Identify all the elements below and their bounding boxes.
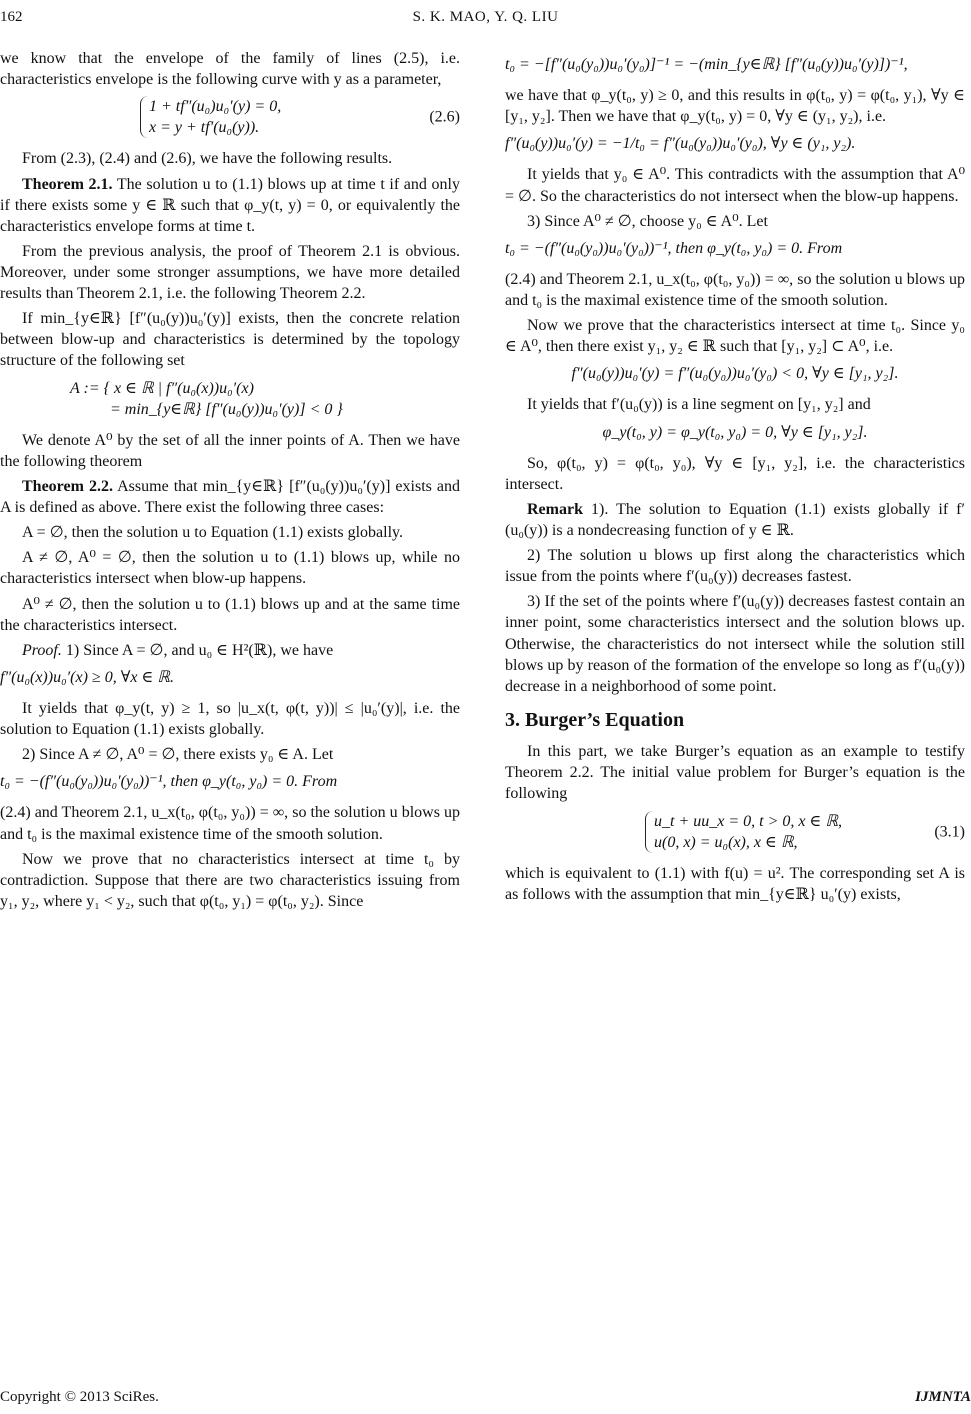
paragraph: (2.4) and Theorem 2.1, u_x(t₀, φ(t₀, y₀)) = ∞, so the solution u blows up and t₀ is the maximal existence time of the smooth solution. — [505, 270, 965, 309]
remark-text: 1). The solution to Equation (1.1) exists globally if f′(u₀(y)) is a nondecreasing function of y ∈ ℝ. — [505, 500, 966, 539]
equation-line: u_t + uu_x = 0, t > 0, x ∈ ℝ, — [654, 812, 842, 830]
page-footer — [0, 1388, 971, 1410]
equation-line: f″(u₀(y))u₀′(y) = −1/t₀ = f″(u₀(y₀))u₀′(y₀), ∀y ∈ (y₁, y₂). — [505, 135, 856, 153]
running-authors: S. K. MAO, Y. Q. LIU — [412, 9, 559, 25]
proof-text: 1) Since A = ∅, and u₀ ∈ H²(ℝ), we have — [65, 641, 334, 659]
remark-3: 3) If the set of the points where f′(u₀(y)) decreases fastest contain an inner point, some characteristics intersect and the solution blows up. Otherwise, the characteristics do not intersect while the solution still blows up by reason of the formation of the envelope so long as f′(u₀(y)) decrease in a neighborhood of some point. — [505, 593, 965, 695]
right-column — [505, 48, 965, 909]
proof-label: Proof. — [22, 641, 62, 659]
paragraph: From the previous analysis, the proof of Theorem 2.1 is obvious. Moreover, under some stronger assumptions, we have more detailed results than Theorem 2.1, i.e. the following Theorem 2.2. — [0, 242, 460, 303]
equation-line: t₀ = −(f″(u₀(y₀))u₀′(y₀))⁻¹, then φ_y(t₀, y₀) = 0. From — [505, 239, 843, 257]
paragraph: It yields that φ_y(t, y) ≥ 1, so |u_x(t, φ(t, y))| ≤ |u₀′(y)|, i.e. the solution to Equation (1.1) exists globally. — [0, 699, 461, 739]
equation-line: t₀ = −(f″(u₀(y₀))u₀′(y₀))⁻¹, then φ_y(t₀, y₀) = 0. From — [0, 773, 338, 791]
equation-2-6 — [0, 96, 460, 138]
theorem-title: Theorem 2.2. — [22, 477, 113, 495]
equation — [0, 771, 460, 792]
paragraph: we have that φ_y(t₀, y) ≥ 0, and this results in φ(t₀, y) = φ(t₀, y₁), ∀y ∈ [y₁, y₂]. Then we have that φ_y(t₀, y) = 0, ∀y ∈ (y₁, y₂), i.e. — [505, 87, 965, 126]
equation — [505, 54, 965, 75]
equation — [505, 363, 965, 384]
equation-line: 1 + tf″(u₀)u₀′(y) = 0, — [149, 98, 282, 116]
equation-3-1 — [505, 811, 965, 853]
paragraph: which is equivalent to (1.1) with f(u) = u². The corresponding set A is as follows with the assumption that min_{y∈ℝ} u₀′(y) exists, — [505, 864, 965, 903]
equation-line: f″(u₀(x))u₀′(x) ≥ 0, ∀x ∈ ℝ. — [0, 668, 174, 686]
page-header — [0, 8, 971, 34]
left-column — [0, 48, 460, 916]
paragraph: From (2.3), (2.4) and (2.6), we have the following results. — [22, 150, 393, 168]
equation — [505, 133, 965, 154]
paragraph: we know that the envelope of the family of lines (2.5), i.e. characteristics envelope is the following curve with y as a parameter, — [0, 50, 460, 89]
equation-line: t₀ = −[f″(u₀(y₀))u₀′(y₀)]⁻¹ = −(min_{y∈ℝ} [f″(u₀(y))u₀′(y)])⁻¹, — [505, 56, 908, 73]
copyright: Copyright © 2013 SciRes. — [0, 1389, 159, 1405]
page-number: 162 — [0, 9, 23, 25]
equation-line: = min_{y∈ℝ} [f″(u₀(y))u₀′(y)] < 0 } — [110, 400, 343, 418]
equation — [505, 422, 965, 443]
section-title: 3. Burger’s Equation — [505, 708, 685, 731]
paragraph: 3) Since A⁰ ≠ ∅, choose y₀ ∈ A⁰. Let — [527, 212, 768, 230]
case-2: A ≠ ∅, A⁰ = ∅, then the solution u to (1.1) blows up, while no characteristics intersect when blow-up happens. — [0, 549, 460, 588]
equation-brace — [645, 811, 842, 853]
paragraph: We denote A⁰ by the set of all the inner points of A. Then we have the following theorem — [0, 431, 460, 470]
equation-number: (2.6) — [429, 108, 460, 126]
theorem-2-1 — [0, 174, 460, 237]
equation — [505, 238, 965, 259]
equation-line: A := { x ∈ ℝ | f″(u₀(x))u₀′(x) — [70, 379, 254, 397]
paragraph: If min_{y∈ℝ} [f″(u₀(y))u₀′(y)] exists, then the concrete relation between blow-up and characteristics is determined by the topology structure of the following set — [0, 310, 460, 370]
proof-part-2: 2) Since A ≠ ∅, A⁰ = ∅, there exists y₀ ∈ A. Let — [22, 746, 334, 764]
paragraph: Now we prove that no characteristics intersect at time t₀ by contradiction. Suppose that there are two characteristics issuing from y₁, y₂, where y₁ < y₂, such that φ(t₀, y₁) = φ(t₀, y₂). Since — [0, 850, 460, 910]
remark-title: Remark — [527, 500, 583, 518]
theorem-text: The solution u to (1.1) blows up at time t if and only if there exists some y ∈ ℝ such that φ_y(t, y) = 0, or equivalently the characteristics envelope forms at time t. — [0, 175, 460, 235]
set-a-definition — [0, 378, 460, 420]
equation-line: u(0, x) = u₀(x), x ∈ ℝ, — [654, 833, 798, 851]
paragraph: In this part, we take Burger’s equation as an example to testify Theorem 2.2. The initial value problem for Burger’s equation is the following — [505, 743, 965, 803]
equation — [0, 667, 460, 688]
equation-line: φ_y(t₀, y) = φ_y(t₀, y₀) = 0, ∀y ∈ [y₁, y₂]. — [602, 423, 868, 441]
equation-line: x = y + tf′(u₀(y)). — [149, 119, 260, 137]
equation-brace — [140, 96, 281, 138]
remark — [505, 499, 965, 541]
theorem-2-2 — [0, 476, 460, 518]
proof-part-1 — [0, 640, 460, 661]
paragraph: (2.4) and Theorem 2.1, u_x(t₀, φ(t₀, y₀)) = ∞, so the solution u blows up and t₀ is the maximal existence time of the smooth solution. — [0, 804, 460, 843]
paragraph: So, φ(t₀, y) = φ(t₀, y₀), ∀y ∈ [y₁, y₂], i.e. the characteristics intersect. — [505, 454, 965, 493]
paragraph: It yields that f′(u₀(y)) is a line segment on [y₁, y₂] and — [527, 396, 871, 414]
equation-line: f″(u₀(y))u₀′(y) = f″(u₀(y₀))u₀′(y₀) < 0, ∀y ∈ [y₁, y₂]. — [571, 365, 899, 383]
remark-2: 2) The solution u blows up first along the characteristics which issue from the points where f′(u₀(y)) decreases fastest. — [505, 547, 965, 586]
theorem-title: Theorem 2.1. — [22, 175, 113, 193]
theorem-text: Assume that min_{y∈ℝ} [f″(u₀(y))u₀′(y)] exists and A is defined as above. There exist the following three cases: — [0, 477, 461, 517]
case-3: A⁰ ≠ ∅, then the solution u to (1.1) blows up and at the same time the characteristics intersect. — [0, 595, 460, 634]
journal-name: IJMNTA — [915, 1389, 971, 1405]
equation-number: (3.1) — [934, 823, 965, 841]
paragraph: It yields that y₀ ∈ A⁰. This contradicts with the assumption that A⁰ = ∅. So the characteristics do not intersect when the blow-up happens. — [505, 166, 965, 205]
paragraph: Now we prove that the characteristics intersect at time t₀. Since y₀ ∈ A⁰, then there exist y₁, y₂ ∈ ℝ such that [y₁, y₂] ⊂ A⁰, i.e. — [505, 317, 965, 356]
case-1: A = ∅, then the solution u to Equation (1.1) exists globally. — [22, 524, 403, 542]
